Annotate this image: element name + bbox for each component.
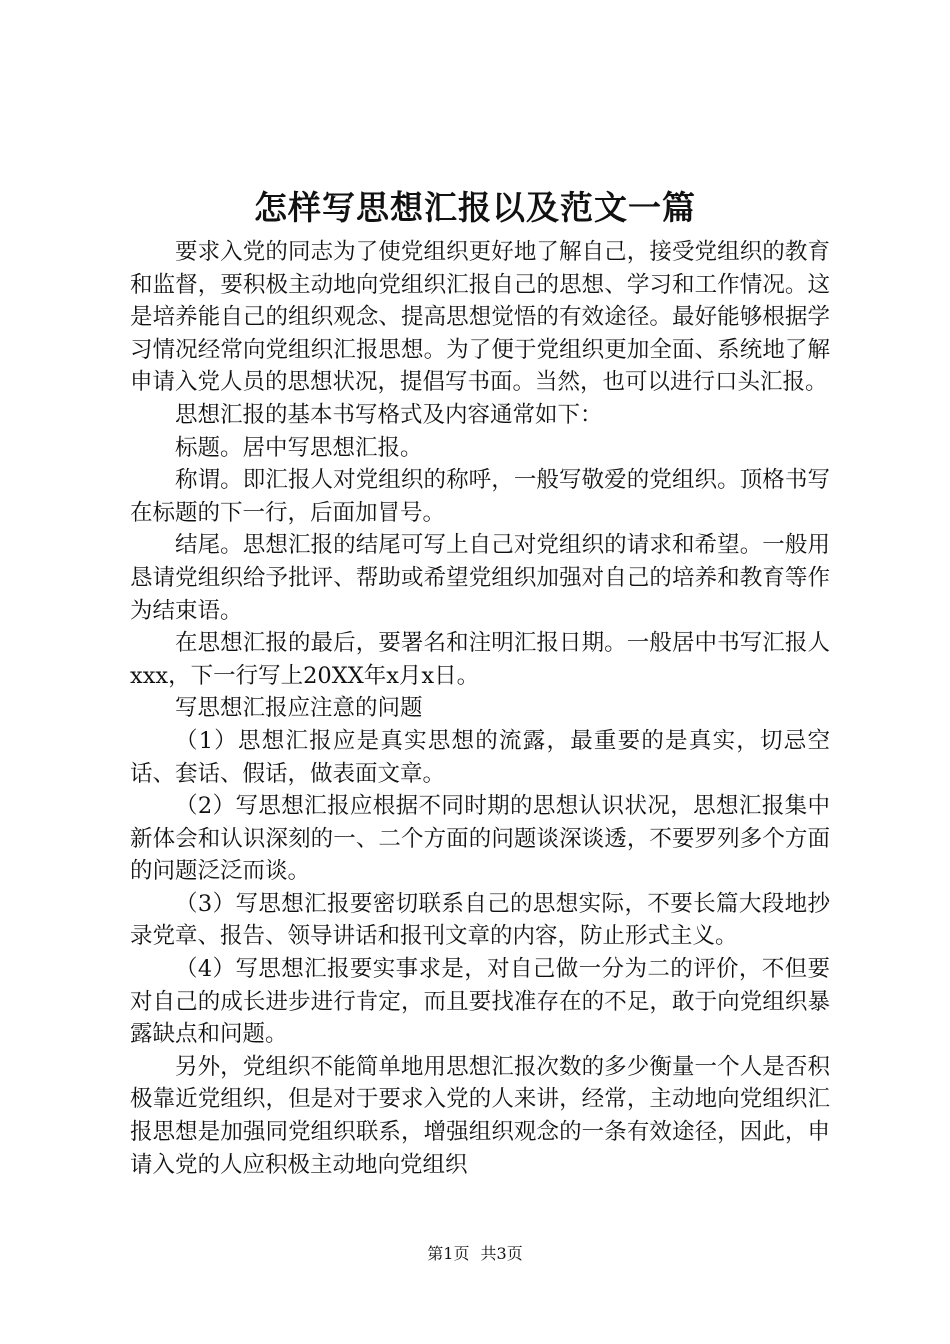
paragraph-salutation-rule: 称谓。即汇报人对党组织的称呼，一般写敬爱的党组织。顶格书写在标题的下一行，后面加冒号。: [130, 467, 830, 526]
paragraph-title-rule: 标题。居中写思想汇报。: [175, 434, 423, 461]
paragraph-additional: 另外，党组织不能简单地用思想汇报次数的多少衡量一个人是否积极靠近党组织，但是对于要求入党的人来讲，经常，主动地向党组织汇报思想是加强同党组织联系，增强组织观念的一条有效途径，因此，申请入党的人应积极主动地向党组织: [130, 1053, 830, 1178]
paragraph-signature-rule: 在思想汇报的最后，要署名和注明汇报日期。一般居中书写汇报人xxx，下一行写上20XX年x月x日。: [130, 630, 830, 689]
paragraph-note-4: （4）写思想汇报要实事求是，对自己做一分为二的评价，不但要对自己的成长进步进行肯定，而且要找准存在的不足，敢于向党组织暴露缺点和问题。: [130, 956, 830, 1048]
page-number: 第1页: [427, 1244, 470, 1263]
paragraph-note-3: （3）写思想汇报要密切联系自己的思想实际，不要长篇大段地抄录党章、报告、领导讲话和报刊文章的内容，防止形式主义。: [130, 890, 830, 950]
page-total: 共3页: [480, 1244, 523, 1263]
document-body: [130, 236, 830, 1181]
page-footer: [0, 1243, 950, 1265]
paragraph-notes-heading: 写思想汇报应注意的问题: [175, 695, 423, 722]
paragraph-format-intro: 思想汇报的基本书写格式及内容通常如下：: [175, 401, 603, 428]
paragraph-note-2: （2）写思想汇报应根据不同时期的思想认识状况，思想汇报集中新体会和认识深刻的一、二个方面的问题谈深谈透，不要罗列多个方面的问题泛泛而谈。: [130, 793, 830, 885]
paragraph-note-1: （1）思想汇报应是真实思想的流露，最重要的是真实，切忌空话、套话、假话，做表面文章。: [130, 727, 830, 787]
document-title: 怎样写思想汇报以及范文一篇: [254, 188, 696, 227]
paragraph-intro: 要求入党的同志为了使党组织更好地了解自己，接受党组织的教育和监督，要积极主动地向党组织汇报自己的思想、学习和工作情况。这是培养能自己的组织观念、提高思想觉悟的有效途径。最好能够根据学习情况经常向党组织汇报思想。为了便于党组织更加全面、系统地了解申请入党人员的思想状况，提倡写书面。当然，也可以进行口头汇报。: [130, 239, 830, 396]
paragraph-ending-rule: 结尾。思想汇报的结尾可写上自己对党组织的请求和希望。一般用恳请党组织给予批评、帮助或希望党组织加强对自己的培养和教育等作为结束语。: [130, 532, 830, 624]
